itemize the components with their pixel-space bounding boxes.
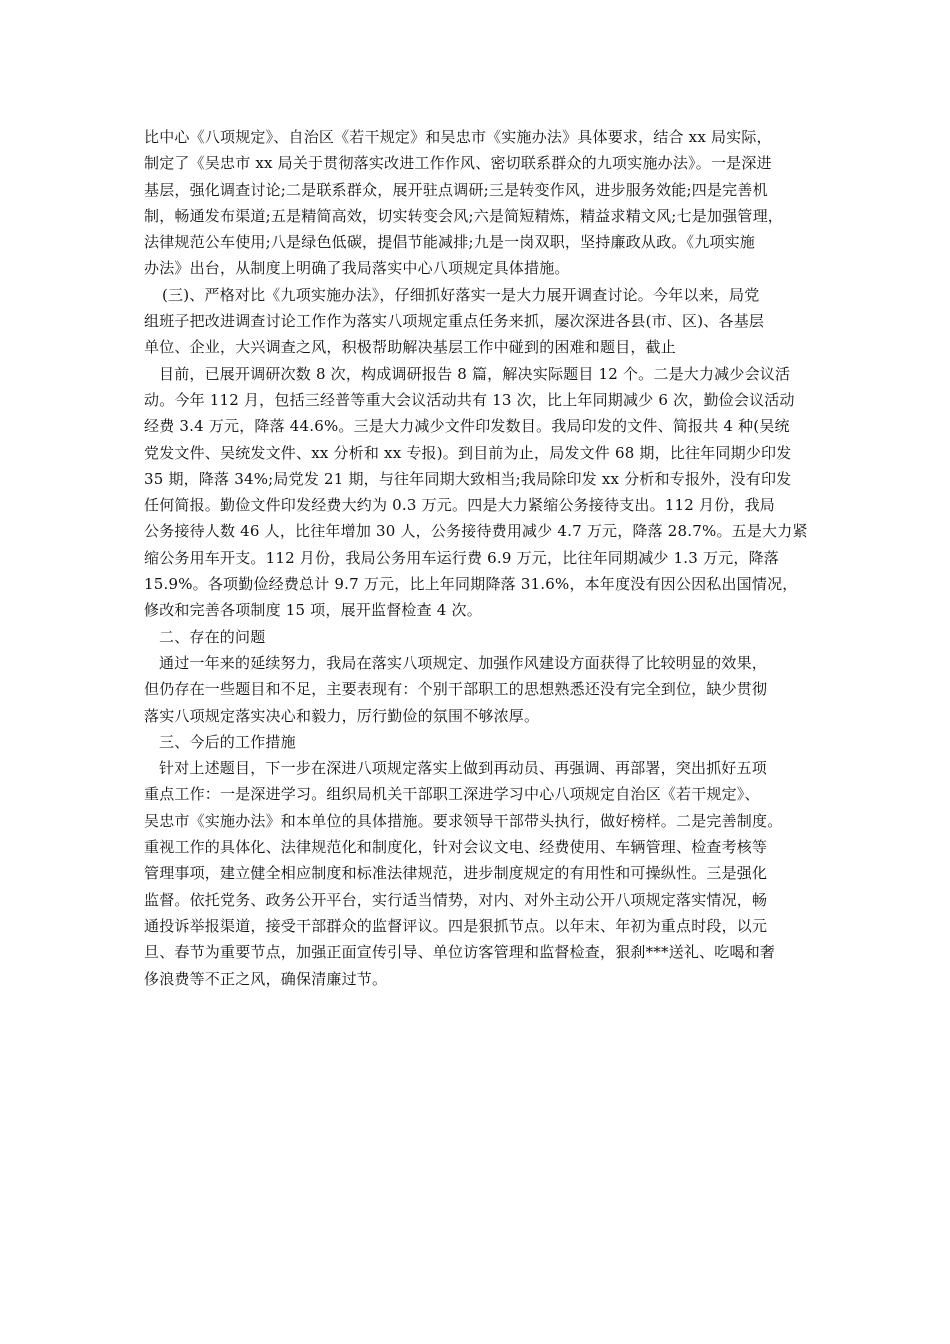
- text-line: 监督。依托党务、政务公开平台，实行适当情势，对内、对外主动公开八项规定落实情况，畅: [144, 890, 768, 909]
- text-line: 但仍存在一些题目和不足，主要表现有：个别干部职工的思想熟悉还没有完全到位，缺少贯彻: [144, 680, 768, 699]
- text-line: 修改和完善各项制度 15 项，展开监督检查 4 次。: [144, 601, 482, 620]
- text-line: 动。今年 112 月，包括三经普等重大会议活动共有 13 次，比上年同期减少 6 次，勤俭会议活动: [144, 390, 795, 409]
- text-line: 吴忠市《实施办法》和本单位的具体措施。要求领导干部带头执行，做好榜样。二是完善制度。: [144, 811, 783, 830]
- text-line: 公务接待人数 46 人，比往年增加 30 人，公务接待费用减少 4.7 万元，降落 28.7%。五是大力紧: [144, 522, 808, 541]
- text-line: 目前，已展开调研次数 8 次，构成调研报告 8 篇，解决实际题目 12 个。二是大力减少会议活: [159, 364, 791, 383]
- text-line: 制定了《吴忠市 xx 局关于贯彻落实改进工作作风、密切联系群众的九项实施办法》。一是深进: [144, 154, 772, 173]
- text-line: 党发文件、吴统发文件、xx 分析和 xx 专报)。到目前为止，局发文件 68 期，比往年同期少印发: [144, 443, 792, 462]
- section-heading: 三、今后的工作措施: [159, 732, 296, 751]
- text-line: 旦、春节为重要节点，加强正面宣传引导、单位访客管理和监督检查，狠刹***送礼、吃喝和奢: [144, 943, 776, 962]
- text-line: 比中心《八项规定》、自治区《若干规定》和吴忠市《实施办法》具体要求，结合 xx 局实际，: [144, 128, 772, 146]
- text-line: 任何简报。勤俭文件印发经费大约为 0.3 万元。四是大力紧缩公务接待支出。112 月份，我局: [144, 496, 775, 515]
- text-line: 缩公务用车开支。112 月份，我局公务用车运行费 6.9 万元，比往年同期减少 1.3 万元，降落: [144, 548, 779, 567]
- text-line: 落实八项规定落实决心和毅力，厉行勤俭的氛围不够浓厚。: [144, 706, 540, 725]
- text-line: 35 期，降落 34%;局党发 21 期，与往年同期大致相当;我局除印发 xx 分析和专报外，没有印发: [144, 469, 792, 488]
- text-line: 组班子把改进调查讨论工作作为落实八项规定重点任务来抓，屡次深进各县(市、区)、各基层: [144, 312, 765, 331]
- text-line: 针对上述题目，下一步在深进八项规定落实上做到再动员、再强调、再部署，突出抓好五项: [159, 759, 768, 778]
- text-line: 管理事项，建立健全相应制度和标准法律规范，进步制度规定的有用性和可操纵性。三是强化: [144, 864, 768, 883]
- text-line: 重点工作：一是深进学习。组织局机关干部职工深进学习中心八项规定自治区《若干规定》、: [144, 785, 760, 804]
- text-line: 通投诉举报渠道，接受干部群众的监督评议。四是狠抓节点。以年末、年初为重点时段，以元: [144, 916, 768, 935]
- text-line: 侈浪费等不正之风，确保清廉过节。: [144, 969, 388, 988]
- document-body: [144, 124, 824, 992]
- text-line: (三)、严格对比《九项实施办法》，仔细抓好落实一是大力展开调查讨论。今年以来，局党: [162, 285, 760, 304]
- text-line: 经费 3.4 万元，降落 44.6%。三是大力减少文件印发数目。我局印发的文件、简报共 4 种(吴统: [144, 417, 790, 436]
- text-line: 通过一年来的延续努力，我局在落实八项规定、加强作风建设方面获得了比较明显的效果，: [159, 653, 768, 672]
- section-heading: 二、存在的问题: [159, 627, 266, 646]
- text-line: 15.9%。各项勤俭经费总计 9.7 万元，比上年同期降落 31.6%，本年度没有因公因私出国情况，: [144, 575, 798, 594]
- text-line: 基层，强化调查讨论;二是联系群众，展开驻点调研;三是转变作风，进步服务效能;四是完善机: [144, 180, 768, 199]
- text-line: 制，畅通发布渠道;五是精简高效，切实转变会风;六是简短精炼，精益求精文风;七是加强管理，: [144, 206, 783, 225]
- text-line: 办法》出台，从制度上明确了我局落实中心八项规定具体措施。: [144, 259, 570, 278]
- text-line: 法律规范公车使用;八是绿色低碳，提倡节能减排;九是一岗双职，坚持廉政从政。《九项实施: [144, 233, 756, 252]
- text-line: 重视工作的具体化、法律规范化和制度化，针对会议文电、经费使用、车辆管理、检查考核等: [144, 838, 768, 857]
- text-line: 单位、企业，大兴调查之风，积极帮助解决基层工作中碰到的困难和题目，截止: [144, 338, 677, 357]
